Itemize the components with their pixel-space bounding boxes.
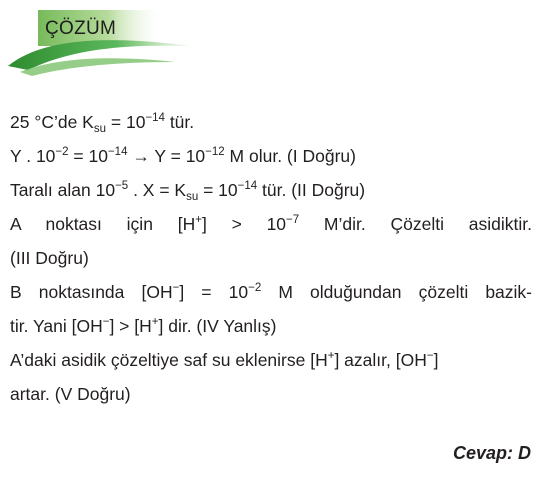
solution-text xyxy=(10,105,532,411)
text-line-8: A’daki asidik çözeltiye saf su eklenirse [H+] azalır, [OH−] xyxy=(10,350,439,370)
text-line-7: tir. Yani [OH−] > [H+] dir. (IV Yanlış) xyxy=(10,316,277,336)
answer-label: Cevap: D xyxy=(452,443,531,463)
solution-heading: ÇÖZÜM xyxy=(45,18,117,39)
text-line-1: 25 °C’de $K_{su} = 10^{-14}$ tür. xyxy=(10,112,195,135)
text-line-9: artar. (V Doğru) xyxy=(10,384,131,404)
text-line-5: (III Doğru) xyxy=(10,248,89,268)
text-line-6: B noktasında $[OH^-] = 10^{-2}$ M olduğundan çözelti bazik- xyxy=(10,282,532,302)
text-line-2: Y . $10^{-2} = 10^{-14} \to Y = 10^{-12}$ M olur. (I Doğru) xyxy=(10,146,356,166)
text-line-3: Taralı alan $10^{-5}$ . $X = K_{su} = 10^{-14}$ tür. (II Doğru) xyxy=(10,180,366,203)
text-line-4: A noktası için $[H^+] > 10^{-7}$ M’dir. Çözelti asidiktir. xyxy=(10,214,532,234)
solution-logo xyxy=(0,0,200,78)
